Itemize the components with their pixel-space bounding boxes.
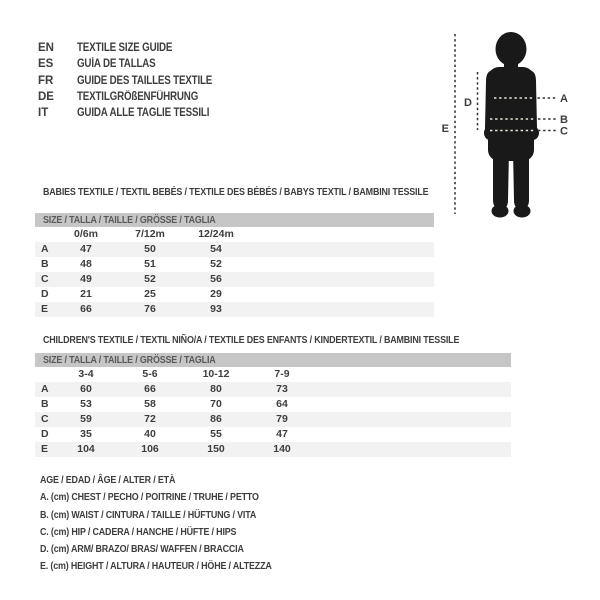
- marker-label-c: C: [560, 125, 568, 138]
- legend-item-text: A. (cm) CHEST / PECHO / POITRINE / TRUHE / PETTO: [40, 491, 259, 504]
- legend-item-text: E. (cm) HEIGHT / ALTURA / HAUTEUR / HÖHE / ALTEZZA: [40, 560, 272, 573]
- legend-item-text: B. (cm) WAIST / CINTURA / TAILLE / HÜFTUNG / VITA: [40, 508, 257, 521]
- size-value: 66: [80, 303, 92, 315]
- size-value: 40: [144, 428, 156, 440]
- size-value: 54: [210, 243, 222, 255]
- language-title: GUIDA ALLE TAGLIE TESSILI: [77, 107, 210, 120]
- size-header-text: SIZE / TALLA / TAILLE / GRÖSSE / TAGLIA: [43, 354, 216, 366]
- size-value: 53: [80, 398, 92, 410]
- children-size-table: [35, 353, 511, 457]
- column-header-row: [35, 227, 434, 242]
- row-label: C: [41, 413, 49, 425]
- column-header: 10-12: [202, 368, 230, 380]
- size-header-bar: [35, 353, 511, 367]
- size-value: 66: [144, 383, 156, 395]
- size-value: 55: [210, 428, 222, 440]
- size-value: 50: [144, 243, 156, 255]
- language-title: GUÍA DE TALLAS: [77, 58, 156, 71]
- size-value: 72: [144, 413, 156, 425]
- legend-item: [40, 541, 313, 558]
- size-value: 106: [141, 443, 159, 455]
- language-row: [38, 105, 236, 121]
- size-value: 64: [276, 398, 288, 410]
- table-row: [35, 242, 434, 257]
- size-value: 93: [210, 303, 222, 315]
- language-row: [38, 40, 236, 56]
- measurement-legend: [40, 472, 313, 576]
- row-label: D: [41, 428, 49, 440]
- language-code: IT: [38, 107, 49, 120]
- size-value: 49: [80, 273, 92, 285]
- row-label: A: [41, 243, 49, 255]
- legend-item: [40, 489, 313, 506]
- table-row: [35, 412, 511, 427]
- language-title: GUIDE DES TAILLES TEXTILE: [77, 74, 213, 87]
- language-code: ES: [38, 58, 54, 71]
- size-value: 59: [80, 413, 92, 425]
- babies-section-title: [43, 186, 496, 199]
- row-label: E: [41, 443, 49, 455]
- size-col-spacer: [35, 227, 55, 242]
- row-label: E: [41, 303, 49, 315]
- size-value: 76: [144, 303, 156, 315]
- language-code: DE: [38, 90, 54, 103]
- children-section-title-text: CHILDREN'S TEXTILE / TEXTIL NIÑO/A / TEXTILE DES ENFANTS / KINDERTEXTIL / BAMBINI TESSILE: [43, 334, 460, 346]
- size-value: 73: [276, 383, 288, 395]
- size-value: 56: [210, 273, 222, 285]
- size-value: 80: [210, 383, 222, 395]
- legend-item-text: D. (cm) ARM/ BRAZO/ BRAS/ WAFFEN / BRACCIA: [40, 543, 244, 556]
- language-title: TEXTILGRÖßENFÜHRUNG: [77, 90, 199, 103]
- legend-age-line: [40, 472, 313, 489]
- size-value: 35: [80, 428, 92, 440]
- language-code: EN: [38, 42, 54, 54]
- legend-item: [40, 524, 313, 541]
- size-value: 21: [80, 288, 92, 300]
- size-col-spacer: [35, 367, 55, 382]
- marker-label-b: B: [560, 114, 568, 126]
- row-label: A: [41, 383, 49, 395]
- size-header-text: SIZE / TALLA / TAILLE / GRÖSSE / TAGLIA: [43, 214, 216, 226]
- column-header: 5-6: [142, 368, 158, 380]
- size-value: 70: [210, 398, 222, 410]
- size-value: 52: [210, 258, 222, 270]
- measure-lines-outside-body: [538, 98, 557, 131]
- column-header-row: [35, 367, 511, 382]
- marker-label-d: D: [464, 97, 472, 109]
- language-row: [38, 56, 236, 72]
- legend-item: [40, 507, 313, 524]
- column-header: 0/6m: [74, 228, 98, 240]
- size-value: 48: [80, 258, 92, 270]
- table-row: [35, 382, 511, 397]
- language-row: [38, 73, 236, 89]
- table-row: [35, 287, 434, 302]
- language-code: FR: [38, 74, 54, 87]
- size-value: 47: [80, 243, 92, 255]
- table-row: [35, 397, 511, 412]
- table-row: [35, 272, 434, 287]
- size-value: 47: [276, 428, 288, 440]
- size-value: 150: [207, 443, 225, 455]
- row-label: D: [41, 288, 49, 300]
- table-row: [35, 302, 434, 317]
- size-value: 140: [273, 443, 291, 455]
- table-row: [35, 257, 434, 272]
- marker-label-a: A: [560, 93, 568, 105]
- row-label: B: [41, 258, 49, 270]
- size-value: 60: [80, 383, 92, 395]
- size-value: 104: [77, 443, 95, 455]
- babies-section-title-text: BABIES TEXTILE / TEXTIL BEBÉS / TEXTILE DES BÉBÉS / BABYS TEXTIL / BAMBINI TESSILE: [43, 186, 429, 198]
- size-value: 25: [144, 288, 156, 300]
- language-row: [38, 89, 236, 105]
- table-row: [35, 442, 511, 457]
- language-title-block: [38, 40, 236, 121]
- column-header: 7-9: [274, 368, 290, 380]
- column-header: 12/24m: [198, 228, 234, 240]
- size-value: 51: [144, 258, 156, 270]
- size-value: 86: [210, 413, 222, 425]
- size-value: 79: [276, 413, 288, 425]
- column-header: 7/12m: [135, 228, 165, 240]
- table-row: [35, 427, 511, 442]
- size-value: 29: [210, 288, 222, 300]
- children-section-title: [43, 334, 533, 347]
- column-header: 3-4: [78, 368, 94, 380]
- size-value: 52: [144, 273, 156, 285]
- language-title: TEXTILE SIZE GUIDE: [77, 42, 173, 54]
- legend-age-text: AGE / EDAD / ÂGE / ALTER / ETÀ: [40, 474, 176, 486]
- size-value: 58: [144, 398, 156, 410]
- legend-item: [40, 558, 313, 575]
- size-header-bar: [35, 213, 434, 227]
- row-label: C: [41, 273, 49, 285]
- row-label: B: [41, 398, 49, 410]
- babies-size-table: [35, 213, 434, 317]
- legend-item-text: C. (cm) HIP / CADERA / HANCHE / HÜFTE / HIPS: [40, 525, 237, 538]
- marker-label-e: E: [441, 123, 449, 135]
